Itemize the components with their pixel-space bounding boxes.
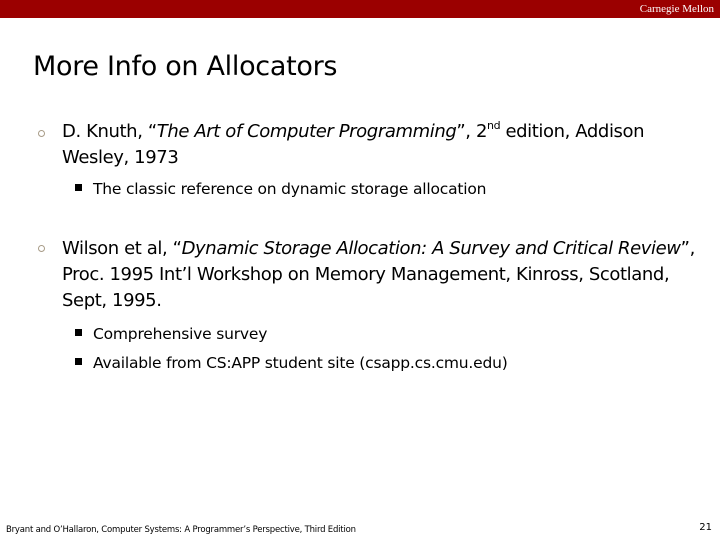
item-text-suffix: ”, Proc. 1995 Int’l Workshop on Memory Management, Kinross, Scotland, Sept, 1995.	[62, 238, 695, 311]
slide-title: More Info on Allocators	[33, 51, 338, 82]
item-text-prefix: Wilson et al, “	[62, 238, 182, 259]
paper-title: Dynamic Storage Allocation: A Survey and Critical Review	[181, 238, 681, 259]
item-text-suffix: edition, Addison Wesley, 1973	[62, 121, 645, 168]
square-bullet-icon	[75, 329, 82, 336]
book-title: The Art of Computer Programming	[156, 121, 457, 142]
item-text-prefix: D. Knuth, “	[62, 121, 157, 142]
page-number: 21	[699, 522, 712, 533]
item-text-middle: ”, 2	[456, 121, 487, 142]
list-item-wilson	[62, 236, 702, 314]
sub-item-student-site: Available from CS:APP student site (csapp.cs.cmu.edu)	[93, 354, 508, 372]
sub-item-comprehensive-survey: Comprehensive survey	[93, 325, 268, 343]
header-bar	[0, 0, 720, 18]
ring-bullet-icon	[38, 130, 45, 137]
ring-bullet-icon	[38, 245, 45, 252]
square-bullet-icon	[75, 358, 82, 365]
ordinal-superscript: nd	[487, 119, 501, 132]
sub-item-classic-reference: The classic reference on dynamic storage allocation	[93, 180, 487, 198]
brand-label: Carnegie Mellon	[639, 3, 714, 15]
list-item-knuth	[62, 119, 702, 171]
footer-citation: Bryant and O’Hallaron, Computer Systems: A Programmer’s Perspective, Third Edition	[6, 525, 356, 535]
square-bullet-icon	[75, 184, 82, 191]
